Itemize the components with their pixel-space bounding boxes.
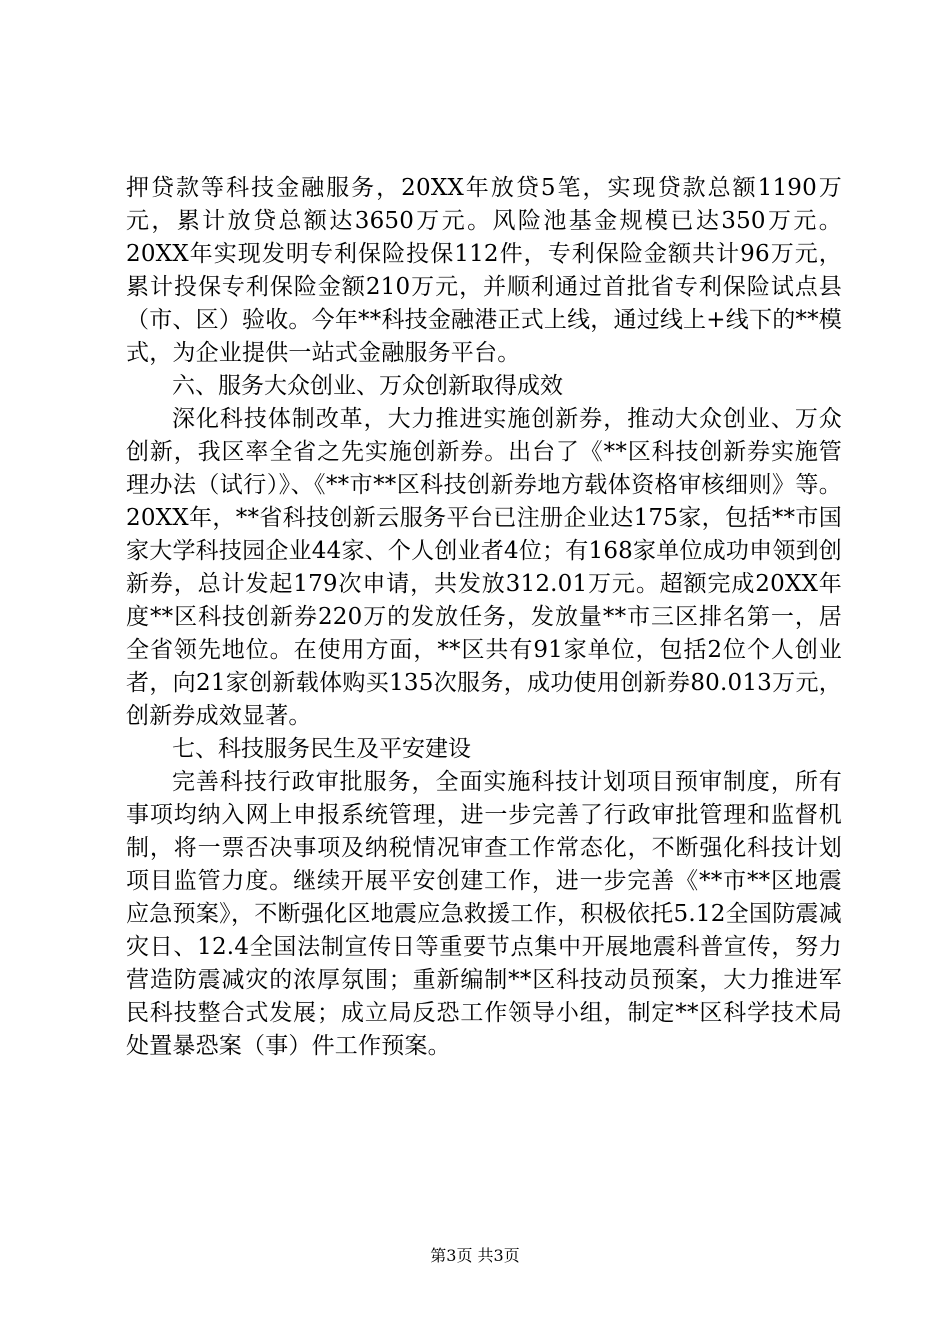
section-heading-six: 六、服务大众创业、万众创新取得成效 <box>172 373 563 399</box>
paragraph-continued-finance: 押贷款等科技金融服务，20XX年放贷5笔，实现贷款总额1190万元，累计放贷总额达3650万元。风险池基金规模已达350万元。20XX年实现发明专利保险投保112件，专利保险金额共计96万元，累计投保专利保险金额210万元，并顺利通过首批省专利保险试点县（市、区）验收。今年**科技金融港正式上线，通过线上+线下的**模式，为企业提供一站式金融服务平台。 <box>126 175 842 366</box>
document-body <box>126 172 842 1063</box>
paragraph-innovation-vouchers: 深化科技体制改革，大力推进实施创新券，推动大众创业、万众创新，我区率全省之先实施创新券。出台了《**区科技创新券实施管理办法（试行）》、《**市**区科技创新券地方载体资格审核细则》等。20XX年，**省科技创新云服务平台已注册企业达175家，包括**市国家大学科技园企业44家、个人创业者4位；有168家单位成功申领到创新券，总计发起179次申请，共发放312.01万元。超额完成20XX年度**区科技创新券220万的发放任务，发放量**市三区排名第一，居全省领先地位。在使用方面，**区共有91家单位，包括2位个人创业者，向21家创新载体购买135次服务，成功使用创新券80.013万元，创新券成效显著。 <box>126 406 842 729</box>
section-heading-seven: 七、科技服务民生及平安建设 <box>172 736 471 762</box>
paragraph-livelihood-safety: 完善科技行政审批服务，全面实施科技计划项目预审制度，所有事项均纳入网上申报系统管理，进一步完善了行政审批管理和监督机制，将一票否决事项及纳税情况审查工作常态化，不断强化科技计划项目监管力度。继续开展平安创建工作，进一步完善《**市**区地震应急预案》，不断强化区地震应急救援工作，积极依托5.12全国防震减灾日、12.4全国法制宣传日等重要节点集中开展地震科普宣传，努力营造防震减灾的浓厚氛围；重新编制**区科技动员预案，大力推进军民科技整合式发展；成立局反恐工作领导小组，制定**区科学技术局处置暴恐案（事）件工作预案。 <box>126 769 842 1059</box>
page-footer: 第3页 共3页 <box>430 1246 520 1265</box>
